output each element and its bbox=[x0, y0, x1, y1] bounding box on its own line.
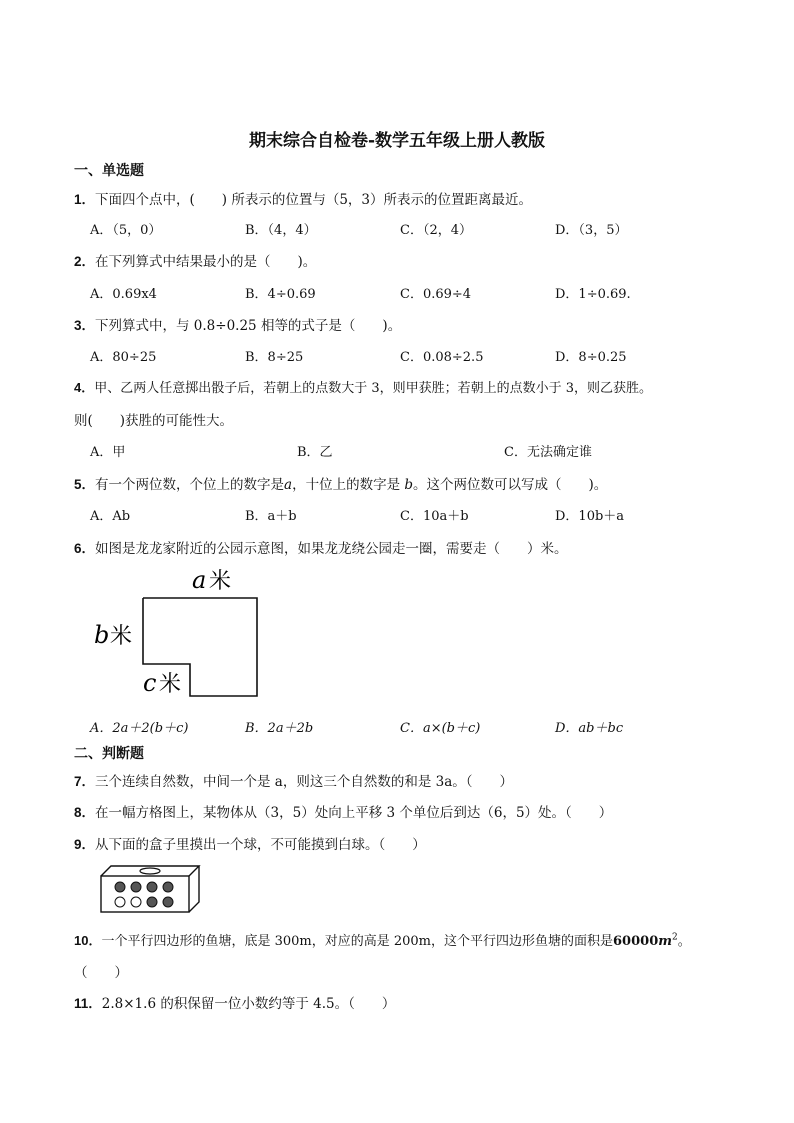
question-number: 7． bbox=[74, 774, 96, 789]
variable-a: a bbox=[284, 477, 293, 493]
question-4-line-2: 则( )获胜的可能性大。 bbox=[74, 413, 234, 429]
option-d[interactable]: D．1÷0.69. bbox=[555, 287, 631, 302]
question-text: 在下列算式中结果最小的是（ )。 bbox=[95, 254, 317, 270]
area-exponent: 2 bbox=[672, 932, 678, 943]
question-number: 2． bbox=[74, 254, 96, 269]
question-text: 如图是龙龙家附近的公园示意图，如果龙龙绕公园走一圈，需要走（ ）米。 bbox=[95, 541, 568, 557]
box-opening bbox=[140, 868, 160, 874]
question-text: 从下面的盒子里摸出一个球，不可能摸到白球。（ ） bbox=[95, 837, 426, 853]
question-number: 1． bbox=[74, 192, 96, 207]
question-number: 10． bbox=[74, 933, 102, 948]
option-a[interactable]: A．80÷25 bbox=[90, 350, 157, 365]
question-number: 3． bbox=[74, 318, 96, 333]
question-7 bbox=[74, 770, 513, 790]
question-2 bbox=[74, 250, 316, 270]
option-a[interactable]: A．（5，0） bbox=[90, 223, 162, 238]
question-3 bbox=[74, 314, 401, 334]
dark-ball bbox=[147, 882, 157, 892]
white-ball bbox=[115, 897, 125, 907]
label-c-var: c bbox=[143, 669, 157, 697]
option-a[interactable]: A．甲 bbox=[90, 445, 126, 460]
option-c[interactable]: C．a×(b＋c) bbox=[400, 721, 481, 736]
question-end: 。 bbox=[677, 934, 691, 949]
section-heading-single-choice: 一、单选题 bbox=[74, 163, 144, 179]
option-c[interactable]: C．0.08÷2.5 bbox=[400, 350, 484, 365]
option-b[interactable]: B．乙 bbox=[297, 445, 333, 460]
dark-ball bbox=[163, 882, 173, 892]
option-d[interactable]: D．10b＋a bbox=[555, 509, 625, 524]
question-11 bbox=[74, 992, 395, 1012]
question-8 bbox=[74, 801, 612, 821]
question-number: 6． bbox=[74, 541, 96, 556]
question-text-part: 。这个两位数可以写成（ )。 bbox=[413, 477, 608, 493]
option-a[interactable]: A．0.69x4 bbox=[90, 287, 157, 302]
question-text: 下面四个点中，( ) 所表示的位置与（5，3）所表示的位置距离最近。 bbox=[95, 192, 533, 208]
area-unit: m bbox=[658, 934, 673, 949]
question-9 bbox=[74, 833, 426, 853]
question-number: 4． bbox=[74, 380, 95, 395]
question-number: 8． bbox=[74, 805, 96, 820]
label-a-unit: 米 bbox=[209, 569, 232, 594]
option-a[interactable]: A．2a＋2(b＋c) bbox=[90, 721, 189, 736]
question-text-part: ，十位上的数字是 bbox=[292, 477, 405, 493]
question-number: 9． bbox=[74, 837, 96, 852]
question-10 bbox=[74, 930, 691, 949]
option-c[interactable]: C．无法确定谁 bbox=[504, 445, 592, 460]
question-number: 5． bbox=[74, 477, 96, 492]
box-front bbox=[101, 876, 189, 912]
question-text-part: 有一个两位数，个位上的数字是 bbox=[95, 477, 285, 493]
dark-ball bbox=[163, 897, 173, 907]
page-title: 期末综合自检卷-数学五年级上册人教版 bbox=[248, 131, 546, 151]
question-5 bbox=[74, 473, 607, 493]
label-a-var: a bbox=[192, 566, 207, 594]
option-a[interactable]: A．Ab bbox=[90, 509, 131, 524]
label-b-unit: 米 bbox=[110, 624, 133, 649]
question-text: 下列算式中，与 0.8÷0.25 相等的式子是（ )。 bbox=[95, 318, 402, 334]
option-b[interactable]: B．（4，4） bbox=[245, 223, 317, 238]
white-ball bbox=[131, 897, 141, 907]
question-text: 甲、乙两人任意掷出骰子后，若朝上的点数大于 3，则甲获胜；若朝上的点数小于 3，则乙获胜。 bbox=[94, 381, 653, 396]
option-b[interactable]: B．2a＋2b bbox=[245, 721, 314, 736]
question-text: 2.8×1.6 的积保留一位小数约等于 4.5。（ ） bbox=[101, 996, 396, 1012]
option-c[interactable]: C．0.69÷4 bbox=[400, 287, 472, 302]
question-6 bbox=[74, 537, 568, 557]
area-value: 60000 bbox=[613, 934, 659, 949]
option-d[interactable]: D．8÷0.25 bbox=[555, 350, 627, 365]
park-diagram bbox=[80, 560, 280, 705]
question-number: 11． bbox=[74, 996, 102, 1011]
section-heading-true-false: 二、判断题 bbox=[74, 746, 144, 762]
option-c[interactable]: C．（2，4） bbox=[400, 223, 472, 238]
option-c[interactable]: C．10a＋b bbox=[400, 509, 469, 524]
option-b[interactable]: B．4÷0.69 bbox=[245, 287, 316, 302]
option-b[interactable]: B．8÷25 bbox=[245, 350, 304, 365]
dark-ball bbox=[147, 897, 157, 907]
question-4 bbox=[74, 377, 652, 396]
question-10-line-2: （ ） bbox=[74, 965, 128, 981]
question-text: 在一幅方格图上，某物体从（3，5）处向上平移 3 个单位后到达（6，5）处。（ ） bbox=[95, 805, 613, 821]
box-side bbox=[189, 866, 199, 912]
option-d[interactable]: D．（3，5） bbox=[555, 223, 628, 238]
option-d[interactable]: D．ab＋bc bbox=[555, 721, 624, 736]
label-b-var: b bbox=[94, 621, 110, 649]
label-c-unit: 米 bbox=[159, 672, 182, 697]
variable-b: b bbox=[404, 477, 414, 493]
dark-ball bbox=[115, 882, 125, 892]
option-b[interactable]: B．a＋b bbox=[245, 509, 297, 524]
dark-ball bbox=[131, 882, 141, 892]
question-1 bbox=[74, 188, 532, 208]
question-text: 一个平行四边形的鱼塘，底是 300m，对应的高是 200m，这个平行四边形鱼塘的面积是 bbox=[101, 934, 614, 949]
ball-box-diagram bbox=[98, 862, 208, 916]
question-text: 三个连续自然数，中间一个是 a，则这三个自然数的和是 3a。（ ） bbox=[95, 774, 514, 790]
